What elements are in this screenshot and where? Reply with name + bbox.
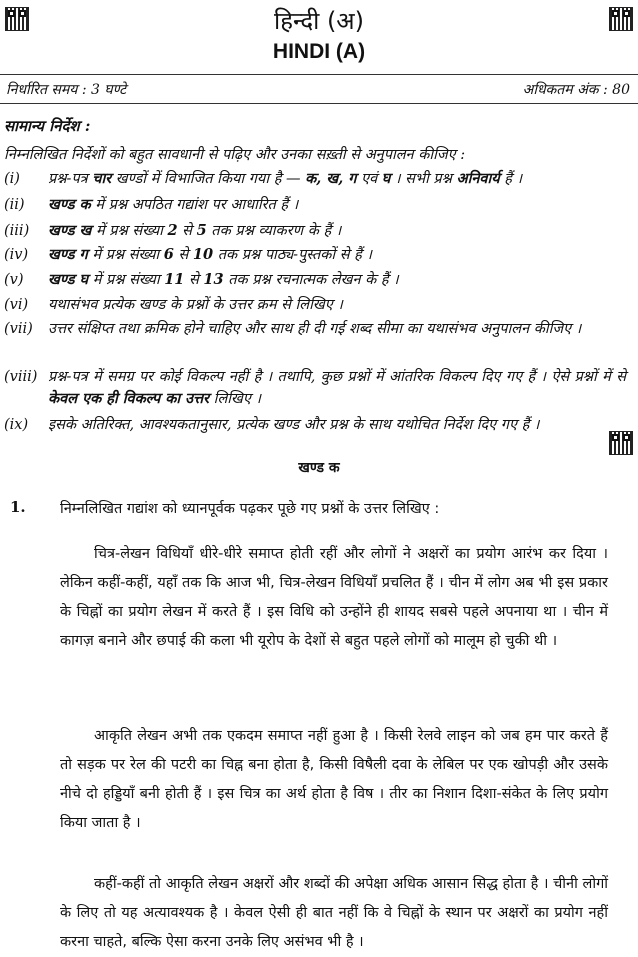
- instruction-text: प्रश्न-पत्र चार खण्डों में विभाजित किया गया है — क, ख, ग एवं घ । सभी प्रश्न अनिवार्य हैं ।: [48, 170, 523, 187]
- general-instructions-heading: सामान्य निर्देश :: [4, 117, 91, 135]
- general-instructions-intro: निम्नलिखित निर्देशों को बहुत सावधानी से पढ़िए और उनका सख़्ती से अनुपालन कीजिए :: [4, 147, 466, 163]
- instruction-number: (ix): [4, 417, 29, 433]
- instruction-number: (viii): [4, 369, 38, 385]
- page-title-english: HINDI (A): [272, 40, 366, 63]
- passage-paragraph: कहीं-कहीं तो आकृति लेखन अक्षरों और शब्दों की अपेक्षा अधिक आसान सिद्ध होता है । चीनी लोगों के लिए तो यह अत्यावश्यक है । केवल ऐसी ही बात नहीं कि वे चिह्नों के स्थान पर अक्षरों का प्रयोग नहीं करना चाहते, बल्कि ऐसा करना उनके लिए असंभव भी है ।: [60, 876, 608, 950]
- section-heading: खण्ड क: [298, 460, 340, 476]
- instruction-text: उत्तर संक्षिप्त तथा क्रमिक होने चाहिए और साथ ही दी गई शब्द सीमा का यथासंभव अनुपालन कीजिए ।: [48, 321, 582, 337]
- question-number: 1.: [10, 498, 26, 516]
- instruction-text: यथासंभव प्रत्येक खण्ड के प्रश्नों के उत्तर क्रम से लिखिए ।: [48, 297, 343, 313]
- instruction-text: खण्ड ग में प्रश्न संख्या 6 से 10 तक प्रश्न पाठ्य-पुस्तकों से हैं ।: [48, 246, 372, 263]
- instruction-number: (v): [4, 272, 24, 288]
- instruction-text: खण्ड ख में प्रश्न संख्या 2 से 5 तक प्रश्न व्याकरण के हैं ।: [48, 222, 342, 239]
- time-allowed: निर्धारित समय : 3 घण्टे: [6, 82, 127, 98]
- instruction-number: (iii): [4, 223, 30, 239]
- instruction-text: प्रश्न-पत्र में समग्र पर कोई विकल्प नहीं है । तथापि, कुछ प्रश्नों में आंतरिक विकल्प दिए गए हैं । ऐसे प्रश्नों में से केवल एक ही विकल्प का उत्तर लिखिए ।: [48, 369, 626, 407]
- passage-paragraph: चित्र-लेखन विधियाँ धीरे-धीरे समाप्त होती रहीं और लोगों ने अक्षरों का प्रयोग आरंभ कर दिया । लेकिन कहीं-कहीं, यहाँ तक कि आज भी, चित्र-लेखन विधियाँ प्रचलित हैं । चीन में लोग अब भी इस प्रकार के चिह्नों का प्रयोग लेखन में करते हैं । इस विधि को उन्होंने ही शायद सबसे पहले अपनाया था । चीन में कागज़ बनाने और छपाई की कला भी यूरोप के देशों से बहुत पहले लोगों को मालूम हो चुकी थी ।: [60, 546, 608, 649]
- instruction-text: इसके अतिरिक्त, आवश्यकतानुसार, प्रत्येक खण्ड और प्रश्न के साथ यथोचित निर्देश दिए गए हैं ।: [48, 417, 540, 433]
- exam-meta-bar: [0, 74, 638, 104]
- instruction-number: (ii): [4, 197, 25, 213]
- max-marks: अधिकतम अंक : 80: [522, 82, 630, 98]
- instruction-text: खण्ड क में प्रश्न अपठित गद्यांश पर आधारित हैं ।: [48, 196, 299, 213]
- page-title-hindi: हिन्दी (अ): [273, 7, 365, 35]
- instruction-text: खण्ड घ में प्रश्न संख्या 11 से 13 तक प्रश्न रचनात्मक लेखन के हैं ।: [48, 271, 399, 288]
- instruction-number: (vii): [4, 321, 33, 337]
- instruction-number: (iv): [4, 247, 29, 263]
- instruction-number: (i): [4, 171, 20, 187]
- passage-paragraph: आकृति लेखन अभी तक एकदम समाप्त नहीं हुआ है । किसी रेलवे लाइन को जब हम पार करते हैं तो सड़क पर रेल की पटरी का चिह्न बना होता है, किसी विषैली दवा के लेबिल पर एक खोपड़ी और उसके नीचे दो हड्डियाँ बनी होती हैं । इस चित्र का अर्थ होता है विष । तीर का निशान दिशा-संकेत के लिए प्रयोग किया जाता है ।: [60, 728, 608, 831]
- instruction-number: (vi): [4, 297, 29, 313]
- question-text: निम्नलिखित गद्यांश को ध्यानपूर्वक पढ़कर पूछे गए प्रश्नों के उत्तर लिखिए :: [60, 501, 440, 517]
